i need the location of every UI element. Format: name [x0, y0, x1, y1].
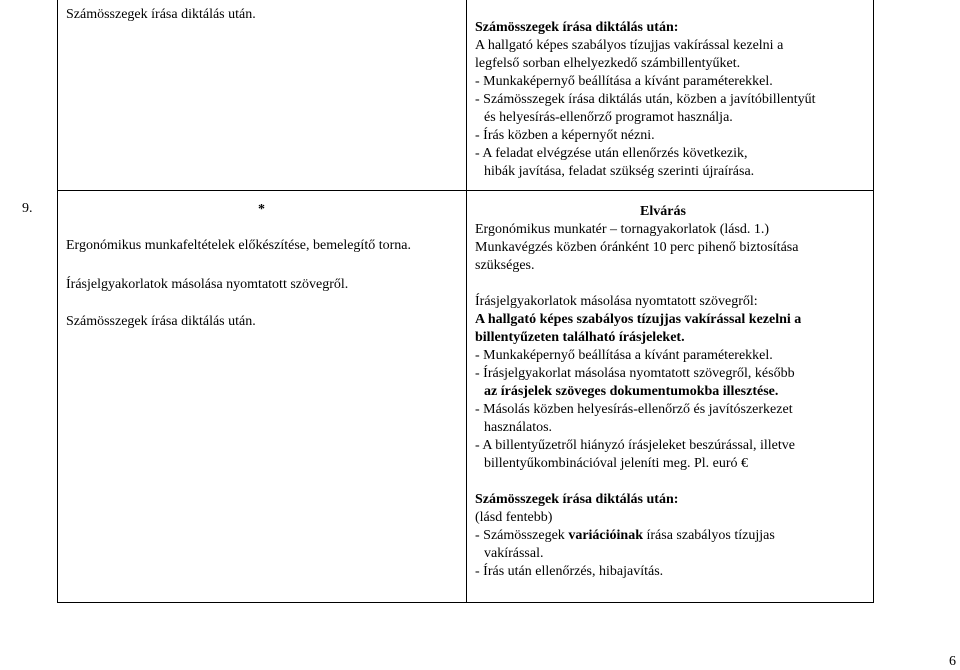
table-border-left: [57, 0, 58, 603]
top-right-line: - Munkaképernyő beállítása a kívánt paraméterekkel.: [475, 74, 773, 89]
top-right-line: A hallgató képes szabályos tízujjas vakírással kezelni a: [475, 38, 784, 53]
row9-right-line: (lásd fentebb): [475, 510, 553, 525]
row-divider: [57, 190, 874, 191]
top-right-line: és helyesírás-ellenőrző programot használja.: [484, 110, 733, 125]
row9-right-line: - Munkaképernyő beállítása a kívánt paraméterekkel.: [475, 348, 773, 363]
top-right-heading: Számösszegek írása diktálás után:: [475, 20, 679, 35]
row9-right-line-mixed: [475, 527, 775, 545]
top-right-line: hibák javítása, feladat szükség szerinti újraírása.: [484, 164, 755, 179]
table-divider-middle: [466, 0, 467, 603]
row9-right-line: szükséges.: [475, 258, 535, 273]
row-star: *: [258, 202, 265, 217]
row9-right-line: használatos.: [484, 420, 553, 435]
text-fragment: - Számösszegek: [475, 528, 569, 543]
top-right-line: - A feladat elvégzése után ellenőrzés következik,: [475, 146, 748, 161]
table-border-right: [873, 0, 874, 603]
row9-right-line: vakírással.: [484, 546, 544, 561]
row9-right-line: Ergonómikus munkatér – tornagyakorlatok (lásd. 1.): [475, 222, 770, 237]
top-right-line: - Írás közben a képernyőt nézni.: [475, 128, 655, 143]
row9-right-line: A hallgató képes szabályos tízujjas vakírással kezelni a: [475, 312, 802, 327]
row9-right-line: Írásjelgyakorlatok másolása nyomtatott szövegről:: [475, 294, 758, 309]
row9-left-line: Ergonómikus munkafeltételek előkészítése, bemelegítő torna.: [66, 238, 411, 253]
row9-right-line: az írásjelek szöveges dokumentumokba illesztése.: [484, 384, 779, 399]
row9-right-line: - Másolás közben helyesírás-ellenőrző és javítószerkezet: [475, 402, 793, 417]
row9-right-line: - A billentyűzetről hiányzó írásjeleket beszúrással, illetve: [475, 438, 795, 453]
top-right-line: - Számösszegek írása diktálás után, közben a javítóbillentyűt: [475, 92, 816, 107]
row9-right-line: Számösszegek írása diktálás után:: [475, 492, 679, 507]
row9-right-line: - Írás után ellenőrzés, hibajavítás.: [475, 564, 664, 579]
expectation-title: Elvárás: [640, 204, 686, 219]
text-fragment: írása szabályos tízujjas: [642, 528, 775, 543]
row9-right-line: Munkavégzés közben óránként 10 perc pihenő biztosítása: [475, 240, 799, 255]
row9-right-line: - Írásjelgyakorlat másolása nyomtatott szövegről, később: [475, 366, 795, 381]
row-number: 9.: [22, 201, 33, 216]
row9-left-line: Írásjelgyakorlatok másolása nyomtatott szövegről.: [66, 277, 349, 292]
row9-right-line: billentyűzeten található írásjeleket.: [475, 330, 685, 345]
row9-right-line: billentyűkombinációval jeleníti meg. Pl. euró €: [484, 456, 749, 471]
page-number: 6: [949, 654, 956, 669]
row9-left-line: Számösszegek írása diktálás után.: [66, 314, 256, 329]
table-border-bottom: [57, 602, 874, 603]
text-fragment-bold: variációinak: [568, 528, 643, 543]
top-left-cell-text: Számösszegek írása diktálás után.: [66, 7, 256, 22]
top-right-line: legfelső sorban elhelyezkedő számbillentyűket.: [475, 56, 741, 71]
